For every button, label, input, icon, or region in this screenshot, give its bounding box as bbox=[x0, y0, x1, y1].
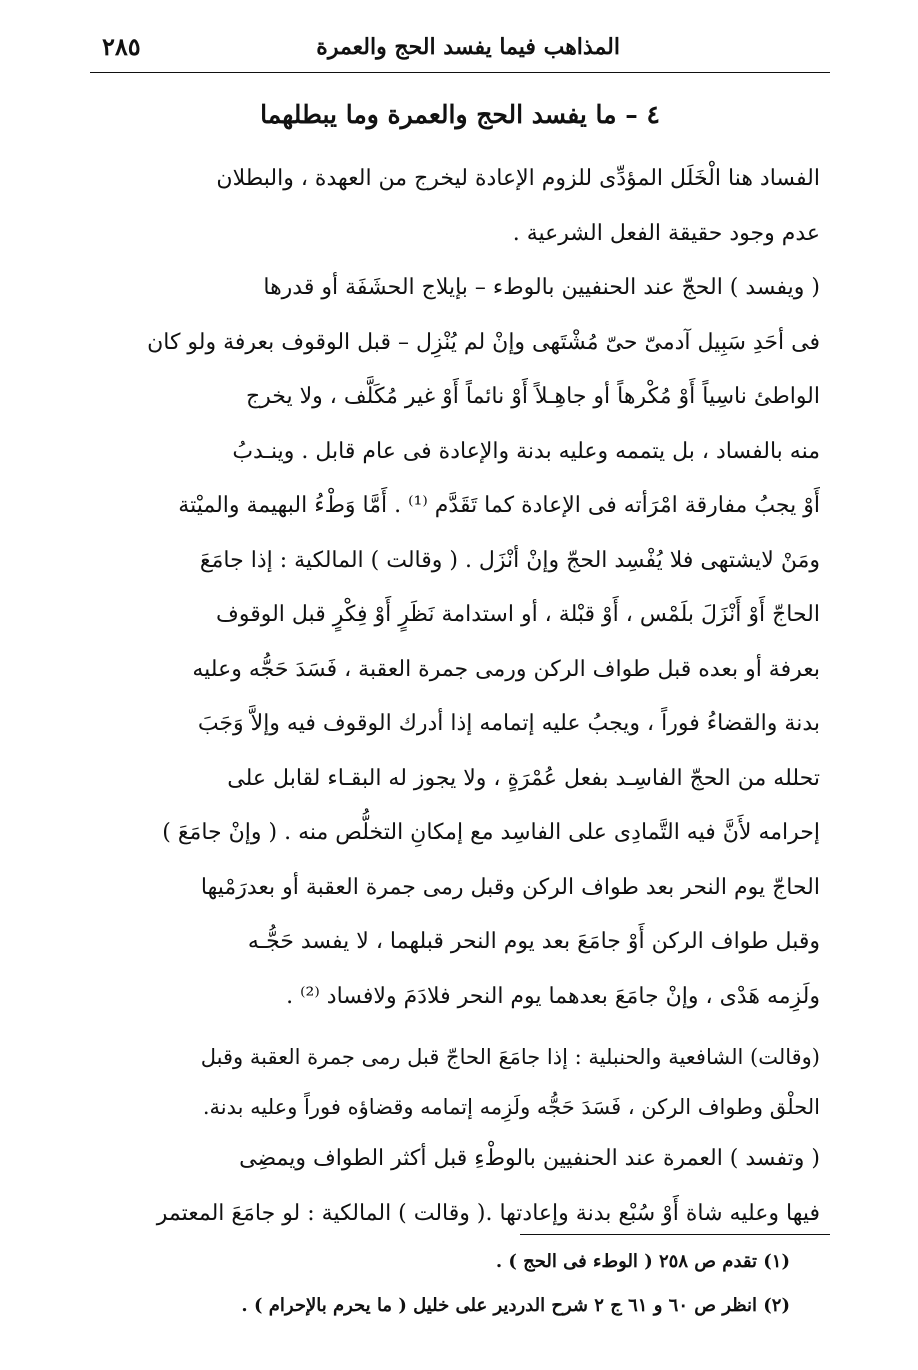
text-line: الحلْق وطواف الركن ، فَسَدَ حَجُّه ولَزِمه إتمامه وقضاؤه فوراً وعليه بدنة. bbox=[202, 1095, 820, 1119]
text-line: تحلله من الحجّ الفاسِـد بفعل عُمْرَةٍ ، ولا يجوز له البقـاء لقابل على bbox=[227, 765, 820, 791]
text-line: الفساد هنا الْخَلَل المؤدِّى للزوم الإعادة ليخرج من العهدة ، والبطلان bbox=[216, 166, 820, 191]
text-line: إحرامه لأَنَّ فيه التَّمادِى على الفاسِد مع إمكانِ التخلُّص منه . ( وإنْ جامَعَ ) bbox=[162, 820, 820, 845]
text-line: (وقالت) الشافعية والحنبلية : إذا جامَعَ الحاجّ قبل رمى جمرة العقبة وقبل bbox=[200, 1045, 820, 1069]
body-text bbox=[108, 152, 820, 1241]
text-line: فى أحَدِ سَبِيل آدمىّ حىّ مُشْتَهى وإنْ لم يُنْزِل – قبل الوقوف بعرفة ولو كان bbox=[147, 329, 820, 355]
page-header bbox=[90, 28, 830, 73]
text-line: ولَزِمه هَدْى ، وإنْ جامَعَ بعدهما يوم النحر فلادَمَ ولافساد ⁽²⁾ . bbox=[286, 983, 820, 1009]
section-title: ٤ – ما يفسد الحج والعمرة وما يبطلهما bbox=[260, 100, 660, 129]
text-line: فيها وعليه شاة أَوْ سُبْع بدنة وإعادتها .( وقالت ) المالكية : لو جامَعَ المعتمر bbox=[156, 1200, 820, 1226]
text-line: بعرفة أو بعده قبل طواف الركن ورمى جمرة العقبة ، فَسَدَ حَجُّه وعليه bbox=[192, 656, 820, 682]
text-line: منه بالفساد ، بل يتممه وعليه بدنة والإعادة فى عام قابل . وينـدبُ bbox=[232, 438, 820, 464]
text-line: ومَنْ لايشتهى فلا يُفْسِد الحجّ وإنْ أنْزَل . ( وقالت ) المالكية : إذا جامَعَ bbox=[199, 547, 820, 573]
running-title: المذاهب فيما يفسد الحج والعمرة bbox=[316, 34, 620, 60]
text-line: بدنة والقضاءُ فوراً ، ويجبُ عليه إتمامه إذا أدرك الوقوف فيه وإلاَّ وَجَبَ bbox=[197, 711, 820, 736]
footnote-divider bbox=[520, 1234, 830, 1235]
text-line: الحاجّ يوم النحر بعد طواف الركن وقبل رمى جمرة العقبة أو بعدرَمْيها bbox=[200, 874, 820, 900]
footnotes bbox=[150, 1240, 790, 1328]
text-line: الحاجّ أَوْ أَنْزَلَ بلَمْس ، أَوْ قبْلة ، أو استدامة نَظَرٍ أَوْ فِكْرٍ قبل الوقوف bbox=[216, 602, 820, 627]
footnote: (٢) انظر ص ٦٠ و ٦١ ج ٢ شرح الدردير على خليل ( ما يحرم بالإحرام ) . bbox=[241, 1295, 790, 1316]
text-line: ( ويفسد ) الحجّ عند الحنفيين بالوطء – بإيلاج الحشَفَة أو قدرها bbox=[263, 275, 820, 300]
paragraph-gap bbox=[108, 1024, 820, 1032]
text-line: أَوْ يجبُ مفارقة امْرَأته فى الإعادة كما تَقَدَّم ⁽¹⁾ . أَمَّا وَطْءُ البهيمة والميْتة bbox=[178, 493, 820, 518]
page-number: ٢٨٥ bbox=[102, 32, 141, 61]
text-line: عدم وجود حقيقة الفعل الشرعية . bbox=[512, 220, 820, 246]
footnote: (١) تقدم ص ٢٥٨ ( الوطء فى الحج ) . bbox=[495, 1251, 790, 1272]
text-line: ( وتفسد ) العمرة عند الحنفيين بالوطْءِ قبل أكثر الطواف ويمضِى bbox=[239, 1146, 820, 1171]
text-line: الواطئ ناسِياً أَوْ مُكْرهاً أو جاهِـلاً أَوْ نائماً أَوْ غير مُكَلَّف ، ولا يخرج bbox=[245, 384, 820, 409]
text-line: وقبل طواف الركن أَوْ جامَعَ بعد يوم النحر قبلهما ، لا يفسد حَجُّـه bbox=[247, 929, 820, 954]
